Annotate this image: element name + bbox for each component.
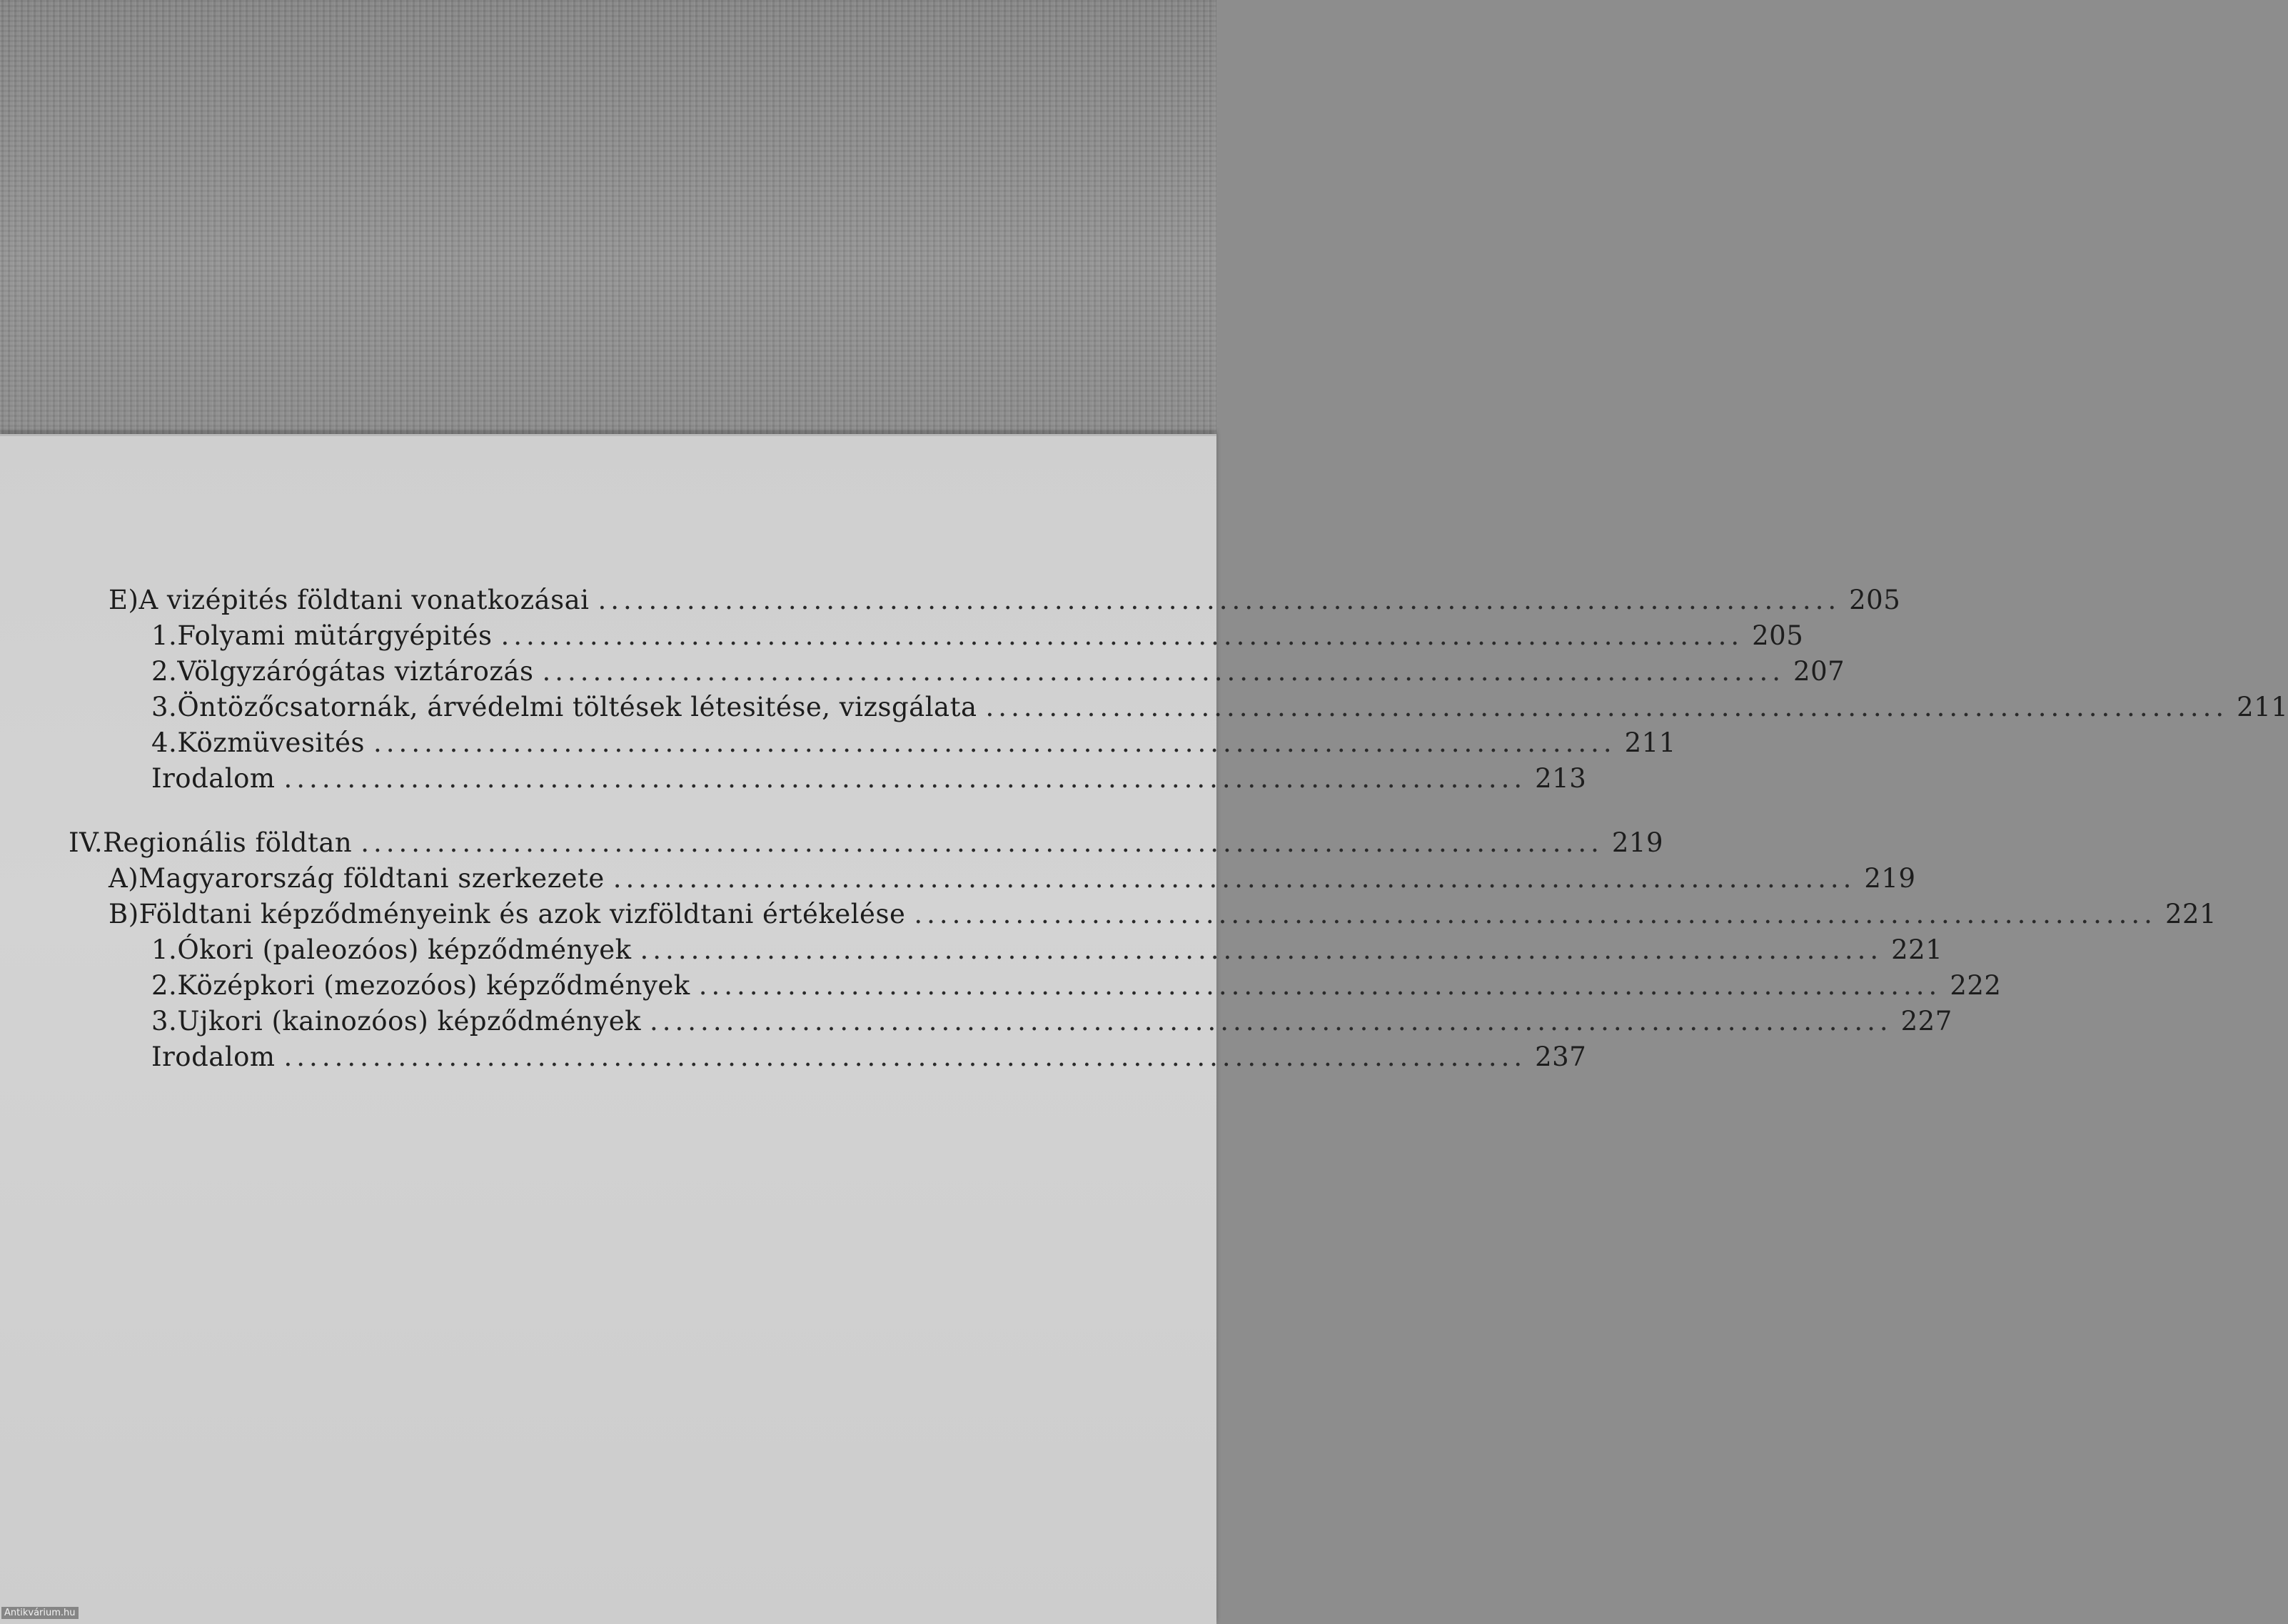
toc-leader-dots: ..................................................................................................	[598, 585, 1841, 615]
toc-entry-page: 207	[1793, 656, 1845, 687]
toc-entry-title: Ujkori (kainozóos) képződmények	[177, 1006, 642, 1037]
toc-entry-title: Völgyzárógátas viztározás	[177, 656, 534, 687]
toc-entry-title: Regionális földtan	[103, 827, 353, 858]
toc-entry	[151, 763, 1587, 799]
toc-entry	[151, 1006, 1952, 1042]
toc-entry-title: A vizépités földtani vonatkozásai	[138, 585, 590, 615]
toc-entry	[109, 585, 1901, 620]
toc-leader-dots: ..................................................................................................	[542, 656, 1785, 687]
toc-entry-number: 1.	[151, 620, 178, 651]
toc-entry-page: 227	[1900, 1006, 1952, 1037]
toc-entry	[151, 727, 1676, 763]
toc-entry-number: 1.	[151, 934, 178, 965]
toc-leader-dots: ..................................................................................................	[283, 1042, 1527, 1072]
toc-entry-title: Közmüvesités	[177, 727, 366, 758]
toc-entry-number: IV.	[69, 827, 104, 858]
toc-entry-title: Irodalom	[151, 1042, 276, 1072]
toc-entry-title: Magyarország földtani szerkezete	[138, 863, 605, 894]
background-surface	[0, 0, 1216, 437]
toc-leader-dots: ..................................................................................................	[640, 934, 1883, 965]
toc-entry-page: 222	[1950, 970, 2002, 1001]
toc-leader-dots: ..................................................................................................	[650, 1006, 1893, 1037]
book-page	[0, 434, 2288, 1624]
toc-entry	[151, 934, 1943, 970]
toc-entry-page: 211	[2237, 692, 2288, 722]
watermark-text: Antikvárium.hu	[1, 1607, 79, 1619]
toc-entry-number: E)	[109, 585, 139, 615]
toc-entry-number: A)	[109, 863, 139, 894]
toc-entry-title: Ókori (paleozóos) képződmények	[177, 934, 632, 965]
toc-leader-dots: ..................................................................................................	[914, 899, 2157, 929]
toc-entry-title: Középkori (mezozóos) képződmények	[177, 970, 690, 1001]
toc-entry-number: 4.	[151, 727, 178, 758]
toc-entry-title: Folyami mütárgyépités	[177, 620, 493, 651]
toc-entry	[151, 692, 2288, 727]
toc-leader-dots: ..................................................................................................	[985, 692, 2229, 722]
toc-entry-number: B)	[109, 899, 139, 929]
toc-entry-page: 221	[2164, 899, 2217, 929]
toc-entry-page: 205	[1849, 585, 1901, 615]
toc-entry-page: 205	[1752, 620, 1804, 651]
toc-entry-page: 213	[1535, 763, 1587, 794]
toc-entry	[151, 1042, 1587, 1077]
toc-entry	[109, 899, 2217, 934]
toc-leader-dots: ..................................................................................................	[361, 827, 1603, 858]
toc-leader-dots: ..................................................................................................	[698, 970, 1942, 1001]
toc-entry-title: Földtani képződményeink és azok vizföldtani értékelése	[138, 899, 906, 929]
toc-entry-number: 3.	[151, 692, 178, 722]
toc-entry-page: 219	[1864, 863, 1916, 894]
toc-entry-number: 3.	[151, 1006, 178, 1037]
toc-entry-number: 2.	[151, 656, 178, 687]
toc-leader-dots: ..................................................................................................	[500, 620, 1744, 651]
toc-entry-number: 2.	[151, 970, 178, 1001]
toc-entry-page: 221	[1891, 934, 1943, 965]
toc-entry	[151, 970, 2002, 1006]
toc-leader-dots: ..................................................................................................	[283, 763, 1527, 794]
toc-entry-page: 219	[1611, 827, 1663, 858]
toc-entry-page: 211	[1624, 727, 1676, 758]
toc-leader-dots: ..................................................................................................	[373, 727, 1616, 758]
toc-entry-title: Öntözőcsatornák, árvédelmi töltések létesitése, vizsgálata	[177, 692, 977, 722]
toc-entry	[69, 827, 1663, 863]
toc-entry	[109, 863, 1916, 899]
toc-entry	[151, 620, 1804, 656]
toc-entry-title: Irodalom	[151, 763, 276, 794]
toc-leader-dots: ..................................................................................................	[613, 863, 1856, 894]
toc-entry	[151, 656, 1845, 692]
toc-entry-page: 237	[1535, 1042, 1587, 1072]
